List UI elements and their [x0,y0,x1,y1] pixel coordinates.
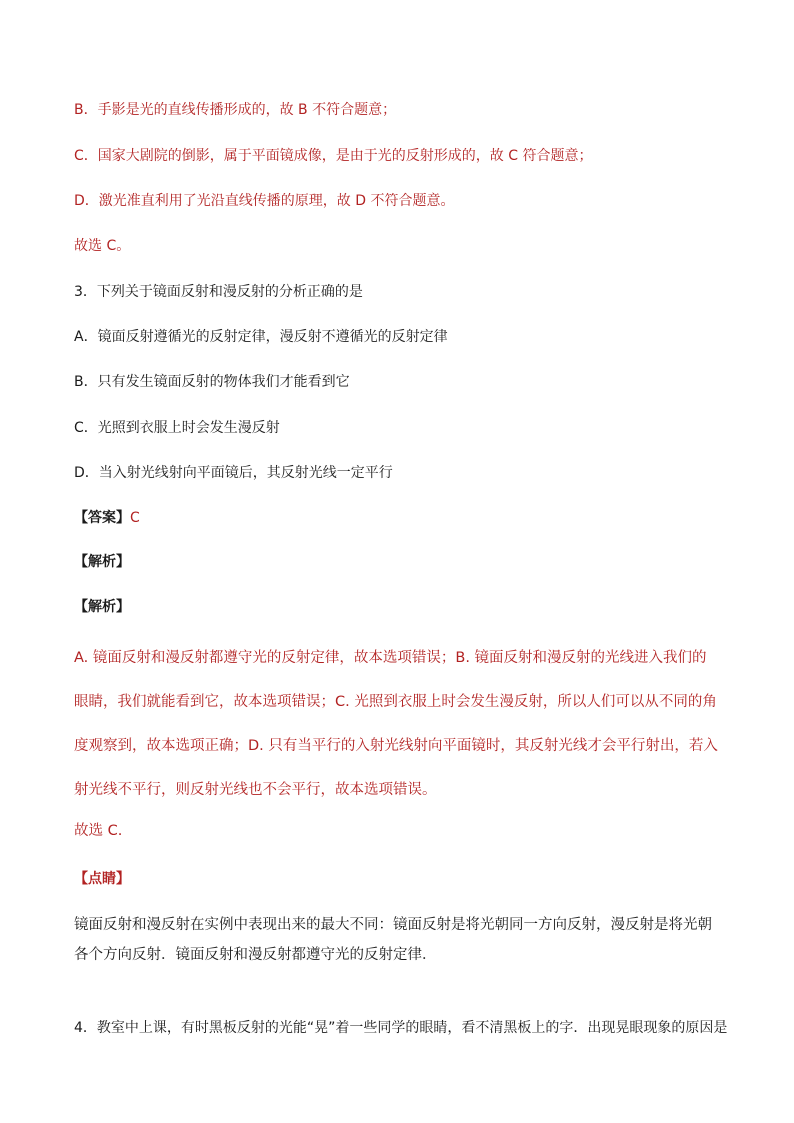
comment-paragraph [74,915,734,975]
comment-label: 【点睛】 [74,871,130,887]
analysis-line: 度观察到，故本选项正确；D. 只有当平行的入射光线射向平面镜时，其反射光线才会平行射出，若入 [74,738,718,754]
analysis-line: 眼睛，我们就能看到它，故本选项错误；C. 光照到衣服上时会发生漫反射，所以人们可以从不同的角 [74,694,717,710]
analysis-paragraph [74,648,734,824]
analysis-label-1: 【解析】 [74,554,130,570]
question-3-choice: 故选 C. [74,823,123,839]
question-3-option-b: B．只有发生镜面反射的物体我们才能看到它 [74,374,350,390]
prev-option-d: D．激光准直利用了光沿直线传播的原理，故 D 不符合题意。 [74,193,455,209]
answer-row [74,508,734,528]
analysis-label-2: 【解析】 [74,599,130,615]
comment-line: 各个方向反射．镜面反射和漫反射都遵守光的反射定律． [74,947,437,963]
answer-label: 【答案】 [74,510,130,526]
comment-line: 镜面反射和漫反射在实例中表现出来的最大不同：镜面反射是将光朝同一方向反射，漫反射是将光朝 [74,917,712,933]
question-3-option-c: C．光照到衣服上时会发生漫反射 [74,420,280,436]
prev-choice: 故选 C。 [74,238,131,254]
question-3-option-d: D．当入射光线射向平面镜后，其反射光线一定平行 [74,465,393,481]
question-4-stem: 4．教室中上课，有时黑板反射的光能“晃”着一些同学的眼睛，看不清黑板上的字．出现晃眼现象的原因是 [74,1020,728,1036]
prev-option-c: C．国家大剧院的倒影，属于平面镜成像，是由于光的反射形成的，故 C 符合题意； [74,148,593,164]
question-3-option-a: A．镜面反射遵循光的反射定律，漫反射不遵循光的反射定律 [74,329,448,345]
question-3-stem: 3．下列关于镜面反射和漫反射的分析正确的是 [74,284,363,300]
analysis-line: A. 镜面反射和漫反射都遵守光的反射定律，故本选项错误；B. 镜面反射和漫反射的光线进入我们的 [74,650,707,666]
analysis-line: 射光线不平行，则反射光线也不会平行，故本选项错误。 [74,782,437,798]
answer-value: C [130,510,140,526]
prev-option-b: B．手影是光的直线传播形成的，故 B 不符合题意； [74,102,397,118]
